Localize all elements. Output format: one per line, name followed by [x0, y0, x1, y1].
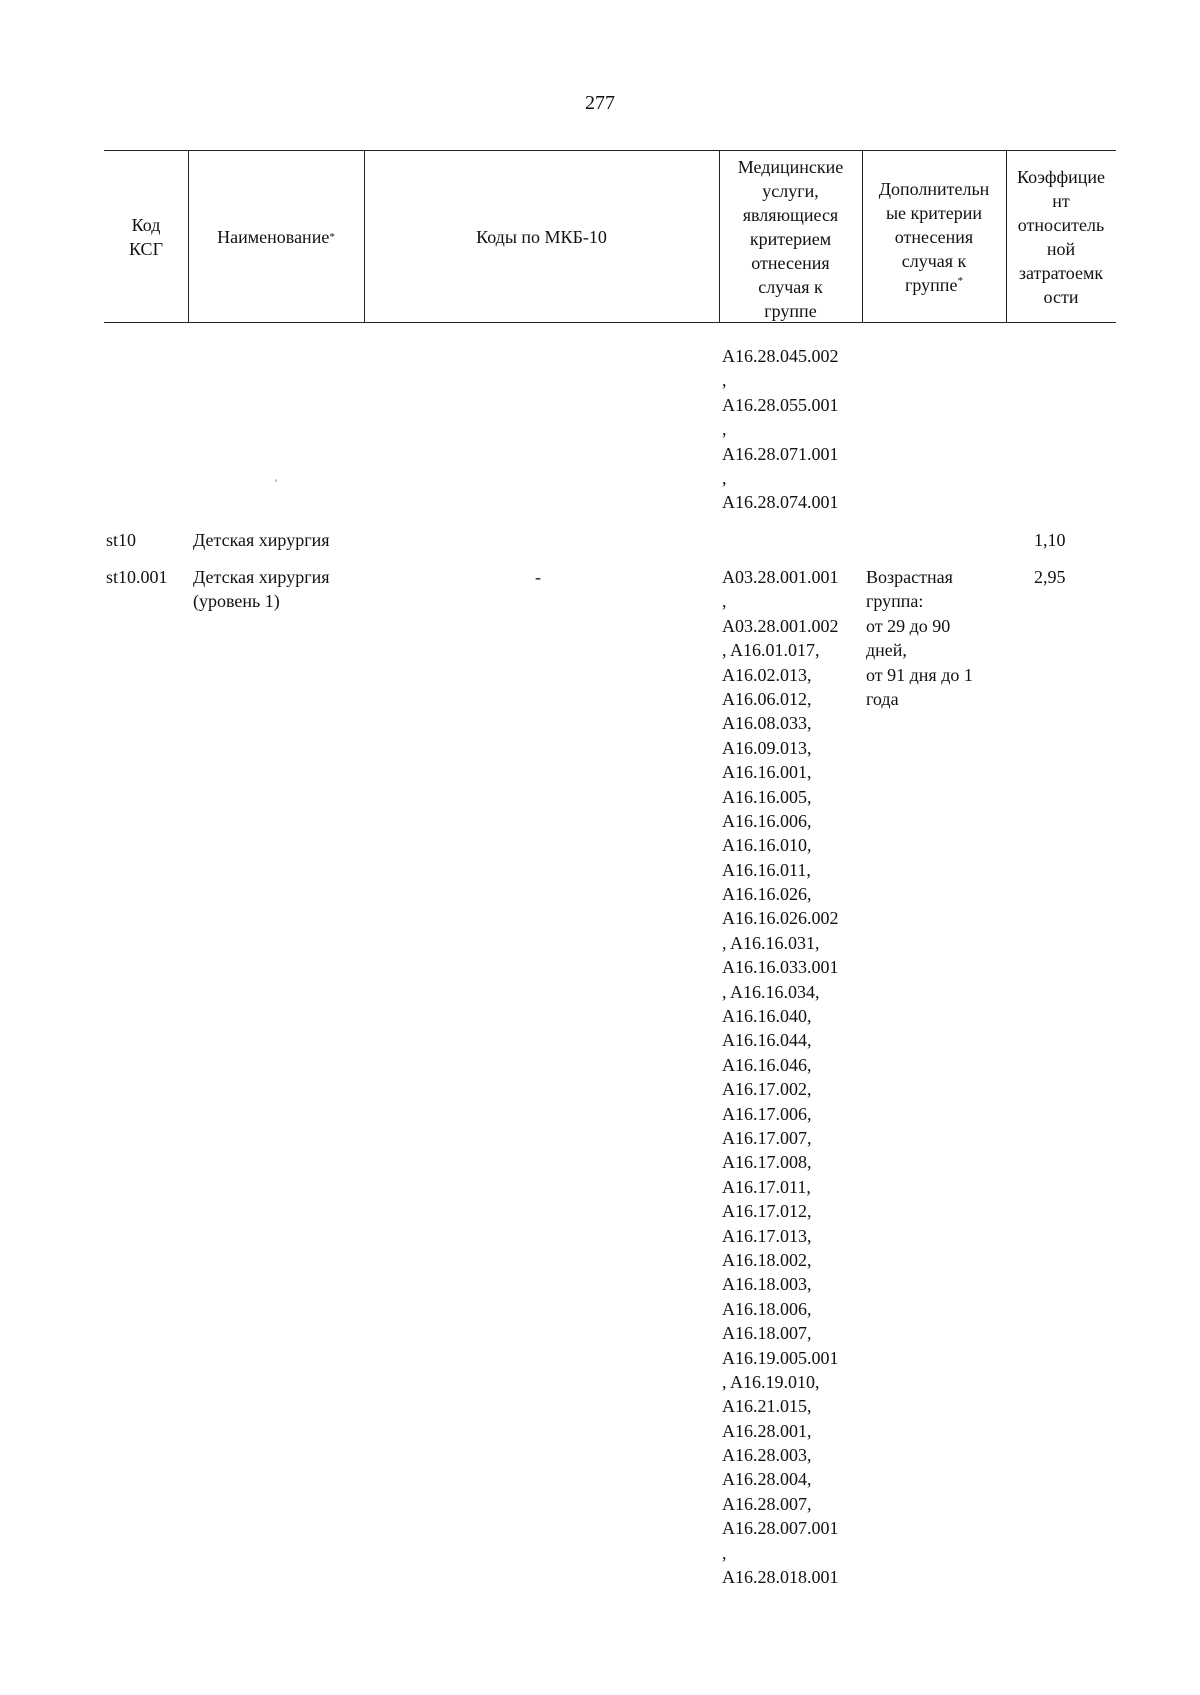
service-code: A16.16.005,	[722, 786, 812, 807]
service-code: A16.28.071.001	[722, 443, 839, 464]
page-number: 277	[585, 92, 615, 114]
service-code: A16.17.011,	[722, 1176, 811, 1197]
table-header	[104, 150, 1116, 323]
service-code: A16.18.006,	[722, 1298, 812, 1319]
header-code-label: Код КСГ	[129, 214, 163, 259]
service-code: A16.16.046,	[722, 1054, 812, 1075]
header-code	[104, 151, 188, 322]
service-code: A16.17.006,	[722, 1103, 812, 1124]
service-code: A16.16.011,	[722, 859, 811, 880]
service-code: , A16.19.010,	[722, 1371, 820, 1392]
header-services-line: являющиеся	[742, 204, 839, 225]
header-services	[719, 151, 862, 322]
header-coef	[1006, 151, 1116, 322]
detail-name	[193, 565, 330, 614]
service-code: , A16.16.031,	[722, 932, 820, 953]
service-code: A16.28.007,	[722, 1493, 812, 1514]
group-coef: 1,10	[1034, 530, 1066, 550]
header-extra-line: случая к	[901, 250, 967, 271]
service-code: A16.28.074.001	[722, 492, 839, 513]
group-name: Детская хирургия	[193, 530, 330, 550]
header-name: Наименование *	[217, 226, 335, 247]
header-services-line: группе	[764, 300, 817, 321]
service-code: A16.09.013,	[722, 737, 812, 758]
header-extra-line: ые критерии	[885, 202, 983, 223]
service-code: A16.28.055.001	[722, 394, 839, 415]
header-coef-line: ной	[1046, 238, 1076, 259]
service-code: A16.02.013,	[722, 664, 812, 685]
extra-line: Возрастная	[866, 567, 953, 587]
extra-line: от 29 до 90	[866, 615, 951, 636]
header-mkb	[364, 151, 719, 322]
header-extra-last: группе	[905, 274, 958, 295]
service-code: A16.28.004,	[722, 1469, 812, 1490]
service-code: ,	[722, 467, 727, 488]
header-coef-line: ости	[1043, 286, 1079, 307]
header-services-line: отнесения	[751, 252, 830, 273]
header-extra-line: отнесения	[894, 226, 974, 247]
service-code: A03.28.001.002	[722, 615, 839, 636]
extra-line: от 91 дня до 1	[866, 664, 973, 685]
header-coef-line: нт	[1052, 190, 1070, 211]
service-code: A16.19.005.001	[722, 1347, 839, 1368]
service-code: A16.17.013,	[722, 1225, 812, 1246]
detail-extra	[866, 565, 973, 711]
scan-mark: ′	[275, 476, 278, 490]
header-mkb-label: Коды по МКБ-10	[476, 226, 607, 247]
service-code: A16.17.008,	[722, 1152, 812, 1173]
detail-name-line: (уровень 1)	[193, 591, 280, 612]
service-code: A16.28.003,	[722, 1445, 812, 1466]
service-code: ,	[722, 1542, 727, 1563]
header-coef-line: Коэффицие	[1016, 166, 1106, 187]
header-name-label: Наименование	[217, 226, 330, 247]
service-code: ,	[722, 370, 727, 391]
service-code: A16.08.033,	[722, 713, 812, 734]
service-code: , A16.01.017,	[722, 640, 820, 661]
header-extra	[862, 151, 1006, 322]
header-extra-line: Дополнительн	[878, 178, 990, 199]
service-code: A16.18.002,	[722, 1249, 812, 1270]
service-code: A16.16.010,	[722, 835, 812, 856]
header-coef-line: затратоемк	[1018, 262, 1104, 283]
service-code: A16.16.006,	[722, 810, 812, 831]
service-code: A16.28.045.002	[722, 346, 839, 366]
extra-line: года	[866, 688, 899, 709]
header-services-line: критерием	[749, 228, 832, 249]
service-code: A16.18.003,	[722, 1274, 812, 1295]
header-coef-line: относитель	[1017, 214, 1105, 235]
service-code: A16.16.026,	[722, 884, 812, 905]
detail-mkb: -	[535, 567, 541, 587]
service-code: A16.21.015,	[722, 1396, 812, 1417]
service-code: A16.16.033.001	[722, 957, 839, 978]
header-extra-mark: *	[957, 274, 963, 287]
header-services-line: случая к	[758, 276, 823, 297]
detail-name-line: Детская хирургия	[193, 567, 330, 587]
header-services-line: услуги,	[762, 180, 819, 201]
service-code: A16.28.007.001	[722, 1518, 839, 1539]
extra-line: дней,	[866, 640, 907, 661]
detail-services	[722, 565, 839, 1589]
service-code: A16.17.012,	[722, 1201, 812, 1222]
service-code: ,	[722, 419, 727, 440]
header-extra-line	[879, 273, 990, 297]
service-code: A16.18.007,	[722, 1323, 812, 1344]
service-code: A16.17.002,	[722, 1079, 812, 1100]
service-code: A16.16.044,	[722, 1030, 812, 1051]
service-code: A16.17.007,	[722, 1127, 812, 1148]
service-code: A16.28.001,	[722, 1420, 812, 1441]
service-code: A16.16.001,	[722, 762, 812, 783]
header-services-line: Медицинские	[737, 156, 844, 177]
service-code: A16.16.040,	[722, 1006, 812, 1027]
service-code: A16.28.018.001	[722, 1567, 839, 1588]
continuation-services	[722, 344, 839, 515]
group-code: st10	[106, 530, 137, 550]
service-code: A03.28.001.001	[722, 567, 839, 587]
extra-line: группа:	[866, 591, 924, 612]
detail-code: st10.001	[106, 567, 168, 587]
service-code: A16.16.026.002	[722, 908, 839, 929]
service-code: , A16.16.034,	[722, 981, 820, 1002]
detail-coef: 2,95	[1034, 567, 1066, 587]
service-code: ,	[722, 591, 727, 612]
service-code: A16.06.012,	[722, 688, 812, 709]
